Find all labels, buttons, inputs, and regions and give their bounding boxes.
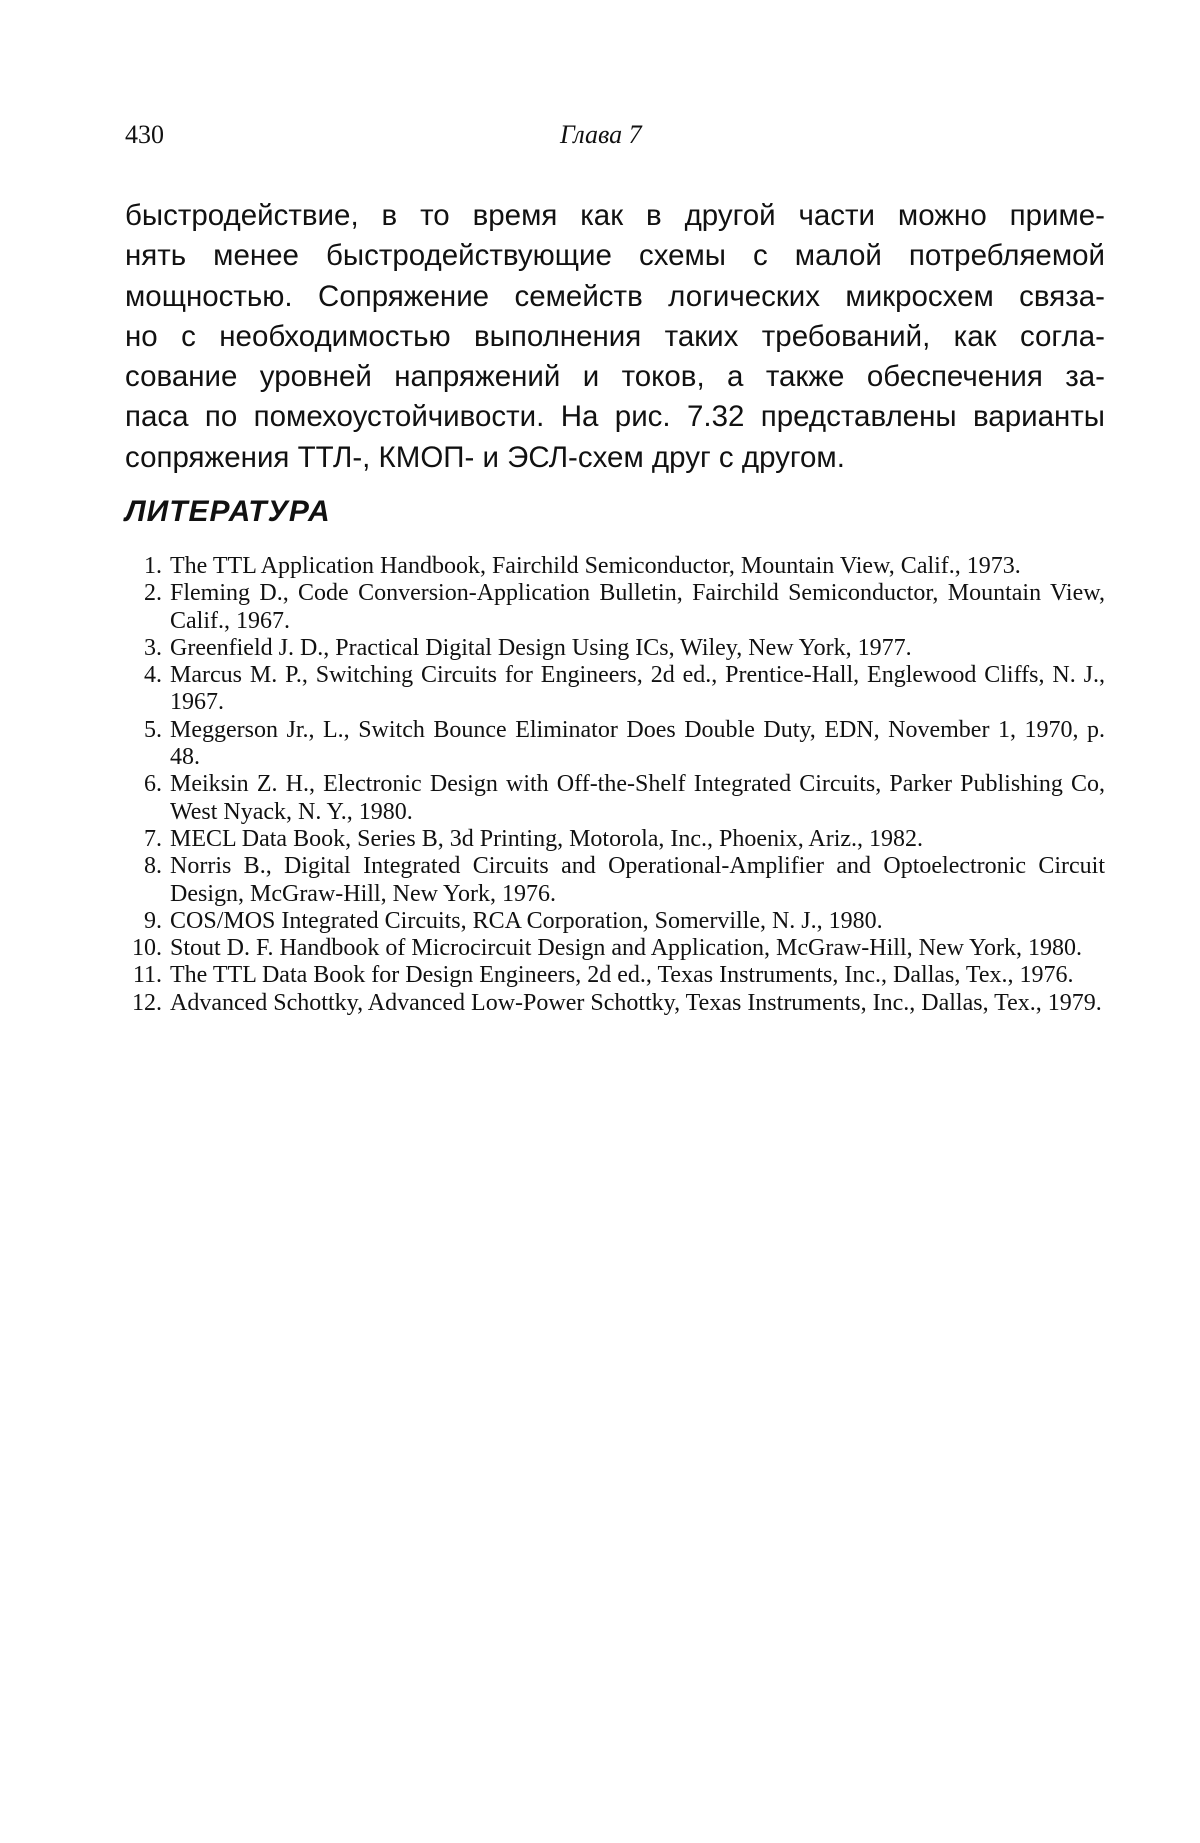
reference-number: 8. — [144, 853, 162, 880]
reference-item — [125, 662, 1105, 717]
references-heading: ЛИТЕРАТУРА — [125, 495, 331, 528]
reference-number: 5. — [144, 716, 162, 743]
reference-number: 4. — [144, 662, 162, 689]
chapter-title: Глава 7 — [560, 120, 642, 149]
reference-item — [125, 635, 1105, 662]
page-header — [125, 120, 1105, 160]
reference-item — [125, 853, 1105, 908]
reference-item — [125, 990, 1105, 1017]
reference-text: Greenfield J. D., Practical Digital Design Using ICs, Wiley, New York, 1977. — [170, 634, 912, 661]
references-list — [125, 553, 1105, 1017]
reference-item — [125, 771, 1105, 826]
reference-text: The TTL Application Handbook, Fairchild Semiconductor, Mountain View, Calif., 1973. — [170, 553, 1021, 579]
body-line: паса по помехоустойчивости. На рис. 7.32 представлены варианты — [125, 400, 1105, 434]
reference-text: COS/MOS Integrated Circuits, RCA Corporation, Somerville, N. J., 1980. — [170, 907, 883, 934]
reference-item — [125, 553, 1105, 580]
body-line: мощностью. Сопряжение семейств логических микросхем связа- — [125, 279, 1105, 313]
reference-number: 6. — [144, 771, 162, 798]
reference-item — [125, 580, 1105, 635]
reference-text: Stout D. F. Handbook of Microcircuit Design and Application, McGraw-Hill, New York, 1980. — [170, 935, 1082, 962]
body-line: быстродействие, в то время как в другой части можно приме- — [125, 199, 1105, 232]
body-line: нять менее быстродействующие схемы с малой потребляемой — [125, 239, 1105, 273]
reference-item — [125, 908, 1105, 935]
body-paragraph — [125, 196, 1105, 478]
page-number: 430 — [125, 120, 164, 149]
reference-number: 11. — [132, 962, 162, 989]
reference-text: MECL Data Book, Series B, 3d Printing, Motorola, Inc., Phoenix, Ariz., 1982. — [170, 825, 924, 852]
reference-text: The TTL Data Book for Design Engineers, 2d ed., Texas Instruments, Inc., Dallas, Tex., 1976. — [170, 962, 1074, 989]
body-line: сование уровней напряжений и токов, а также обеспечения за- — [125, 360, 1105, 394]
reference-number: 12. — [132, 989, 162, 1016]
reference-number: 3. — [144, 634, 162, 661]
reference-number: 2. — [144, 580, 162, 607]
reference-text: Marcus M. P., Switching Circuits for Engineers, 2d ed., Prentice-Hall, Englewood Cliffs, N. J., 1967. — [170, 662, 1105, 716]
reference-text: Norris B., Digital Integrated Circuits and Operational-Amplifier and Optoelectronic Circuit Design, McGraw-Hill, New York, 1976. — [170, 853, 1105, 907]
reference-number: 7. — [144, 825, 162, 852]
reference-number: 9. — [144, 907, 162, 934]
reference-text: Advanced Schottky, Advanced Low-Power Schottky, Texas Instruments, Inc., Dallas, Tex., 1979. — [170, 989, 1102, 1016]
reference-item — [125, 717, 1105, 772]
body-line: сопряжения ТТЛ-, КМОП- и ЭСЛ-схем друг с другом. — [125, 440, 845, 474]
reference-text: Meiksin Z. H., Electronic Design with Off-the-Shelf Integrated Circuits, Parker Publishing Co, West Nyack, N. Y., 1980. — [170, 771, 1105, 825]
reference-text: Meggerson Jr., L., Switch Bounce Eliminator Does Double Duty, EDN, November 1, 1970, p. 48. — [170, 716, 1105, 771]
body-line: но с необходимостью выполнения таких требований, как согла- — [125, 319, 1105, 353]
reference-text: Fleming D., Code Conversion-Application Bulletin, Fairchild Semiconductor, Mountain View, Calif., 1967. — [170, 580, 1105, 634]
reference-item — [125, 826, 1105, 853]
reference-number: 1. — [144, 553, 162, 579]
reference-number: 10. — [132, 935, 162, 962]
reference-item — [125, 962, 1105, 989]
reference-item — [125, 935, 1105, 962]
